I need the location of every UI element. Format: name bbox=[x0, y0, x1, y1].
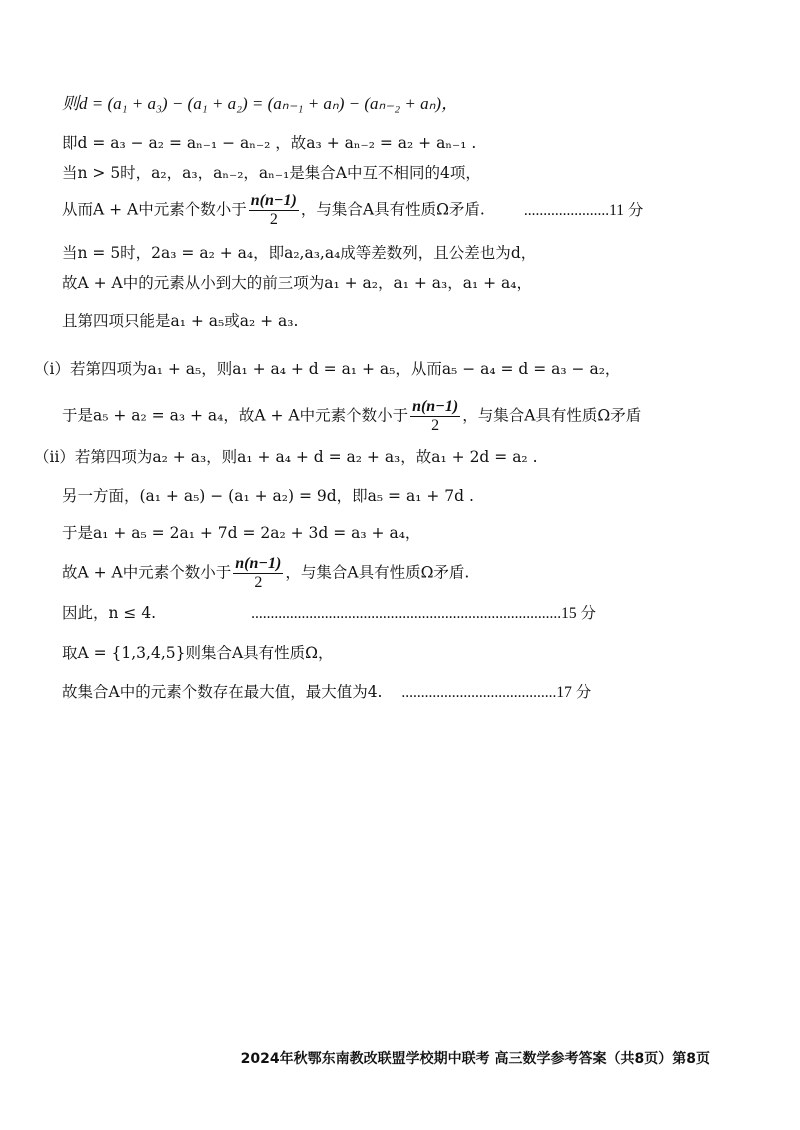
case-i: （i）若第四项为a₁ + a₅，则a₁ + a₄ + d = a₁ + a₅，从而a₅ − a₄ = d = a₃ − a₂， bbox=[34, 360, 621, 378]
solution-line-1 bbox=[62, 94, 458, 114]
fraction-numerator: n(n−1) bbox=[250, 192, 297, 209]
fraction-numerator: n(n−1) bbox=[235, 555, 282, 572]
fourth-term-options: 且第四项只能是a₁ + a₅或a₂ + a₃. bbox=[62, 312, 299, 330]
other-hand: 另一方面，(a₁ + a₅) − (a₁ + a₂) = 9d，即a₅ = a₁ + 7d . bbox=[62, 487, 474, 505]
solution-line-11 bbox=[62, 486, 474, 506]
fraction-denominator: 2 bbox=[269, 211, 278, 228]
case-n-equals-5: 当n = 5时，2a₃ = a₂ + a₄，即a₂,a₃,a₄成等差数列，且公差也为d， bbox=[62, 244, 537, 262]
final-answer: 故集合A中的元素个数存在最大值，最大值为4. bbox=[62, 683, 383, 701]
solution-line-16 bbox=[62, 682, 591, 703]
fraction-denominator: 2 bbox=[431, 417, 440, 434]
solution-line-14 bbox=[62, 603, 596, 624]
solution-line-4 bbox=[62, 192, 643, 229]
text-segment: 于是a₅ + a₂ = a₃ + a₄，故A + A中元素个数小于 bbox=[62, 406, 409, 425]
page-footer: 2024年秋鄂东南教改联盟学校期中联考 高三数学参考答案（共8页）第8页 bbox=[240, 1051, 710, 1067]
score-17: ........................................17 分 bbox=[401, 684, 592, 701]
solution-line-12 bbox=[62, 523, 420, 543]
solution-line-15 bbox=[62, 643, 334, 663]
solution-line-7 bbox=[62, 311, 298, 331]
text-segment: ，与集合A具有性质Ω矛盾 bbox=[462, 406, 642, 425]
solution-line-9 bbox=[62, 398, 641, 435]
score-11: ......................11 分 bbox=[523, 201, 644, 219]
conclusion-n-le-4: 因此，n ≤ 4. bbox=[62, 604, 157, 622]
equation-d-difference: 则d = (a₁ + a₃) − (a₁ + a₂) = (aₙ₋₁ + aₙ) − (aₙ₋₂ + aₙ)， bbox=[62, 94, 459, 113]
fraction-numerator: n(n−1) bbox=[412, 398, 459, 415]
solution-line-5 bbox=[62, 243, 536, 263]
fraction bbox=[410, 398, 460, 435]
case-n-greater-5: 当n > 5时，a₂，a₃，aₙ₋₂，aₙ₋₁是集合A中互不相同的4项， bbox=[62, 164, 481, 182]
text-segment: 故A + A中元素个数小于 bbox=[62, 563, 232, 582]
solution-line-2 bbox=[62, 133, 476, 153]
fraction bbox=[249, 192, 299, 229]
solution-line-6 bbox=[62, 273, 532, 293]
solution-line-10 bbox=[34, 447, 538, 467]
fraction-denominator: 2 bbox=[254, 574, 263, 591]
score-15: ................................................................................15 分 bbox=[251, 605, 596, 622]
first-three-terms: 故A + A中的元素从小到大的前三项为a₁ + a₂，a₁ + a₃，a₁ + a₄， bbox=[62, 274, 532, 292]
solution-line-3 bbox=[62, 163, 481, 183]
solution-line-8 bbox=[34, 359, 620, 379]
case-ii: （ii）若第四项为a₂ + a₃，则a₁ + a₄ + d = a₂ + a₃，故a₁ + 2d = a₂ . bbox=[34, 448, 538, 466]
example-set: 取A = {1,3,4,5}则集合A具有性质Ω， bbox=[62, 644, 334, 662]
solution-line-13 bbox=[62, 555, 469, 592]
equation-d-relation: 即d = a₃ − a₂ = aₙ₋₁ − aₙ₋₂ ，故a₃ + aₙ₋₂ = a₂ + aₙ₋₁ . bbox=[62, 134, 477, 152]
text-segment: ，与集合A具有性质Ω矛盾. bbox=[285, 563, 470, 582]
text-segment: 从而A + A中元素个数小于 bbox=[62, 200, 247, 219]
fraction bbox=[233, 555, 283, 592]
text-segment: ，与集合A具有性质Ω矛盾. bbox=[300, 200, 485, 219]
therefore-equation: 于是a₁ + a₅ = 2a₁ + 7d = 2a₂ + 3d = a₃ + a₄， bbox=[62, 524, 421, 542]
